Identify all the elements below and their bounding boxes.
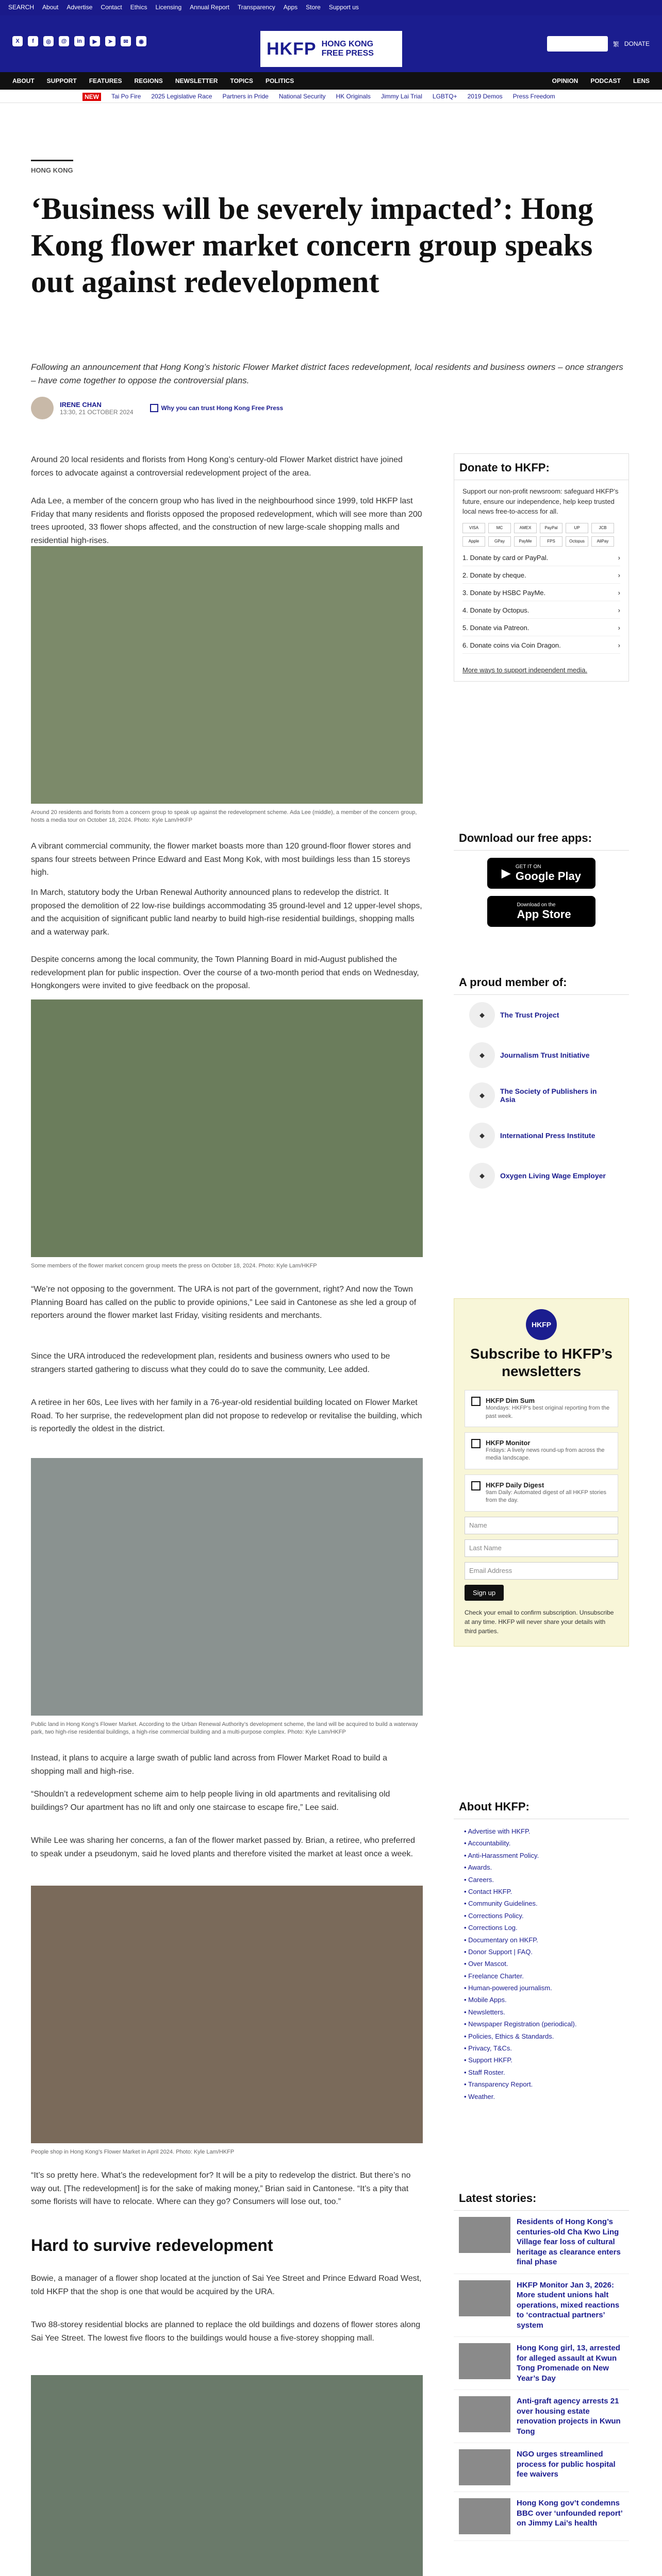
- apps-title: Download our free apps:: [454, 824, 629, 851]
- story-thumbnail: [459, 2449, 510, 2485]
- nav-item[interactable]: REGIONS: [134, 77, 163, 84]
- newsletter-option-text: [486, 1439, 611, 1463]
- about-links: [454, 1819, 629, 2109]
- donate-option-label: 3. Donate by HSBC PayMe.: [462, 588, 546, 597]
- caption-2: Some members of the flower market concern group meets the press on October 18, 2024. Photo: Kyle Lam/HKFP: [31, 1263, 317, 1269]
- story-thumbnail: [459, 2498, 510, 2534]
- paragraph-11: While Lee was sharing her concerns, a fan of the flower market passed by. Brian, a retiree, who preferred to speak under a pseudonym, said he loved plants and therefore visited the market at least once a week.: [31, 1836, 415, 1858]
- newsletter-name: HKFP Monitor: [486, 1438, 531, 1447]
- about-link[interactable]: [464, 1922, 619, 1934]
- bullet-icon: •: [464, 1960, 469, 1968]
- chevron-right-icon: ›: [618, 641, 620, 649]
- article-photo-1: [31, 546, 423, 804]
- logo-mark: HKFP: [267, 39, 317, 59]
- youtube-icon[interactable]: ▶: [90, 36, 100, 46]
- bullet-icon: •: [464, 1972, 469, 1980]
- instagram-icon[interactable]: ◎: [43, 36, 54, 46]
- about-link-label: Transparency Report.: [468, 2080, 533, 2089]
- bullet-icon: •: [464, 1947, 469, 1956]
- payment-icons: [454, 523, 628, 554]
- donate-options: [454, 554, 628, 654]
- signup-button[interactable]: Sign up: [465, 1585, 504, 1601]
- trending-link[interactable]: HK Originals: [336, 93, 371, 100]
- chevron-right-icon: ›: [618, 606, 620, 614]
- bullet-icon: •: [464, 2044, 469, 2053]
- member-title: A proud member of:: [454, 969, 629, 995]
- story-thumbnail: [459, 2217, 510, 2253]
- bullet-icon: •: [464, 1887, 469, 1895]
- nav-item[interactable]: ABOUT: [12, 77, 35, 84]
- trending-link[interactable]: Tai Po Fire: [111, 93, 141, 100]
- donate-option-label: 5. Donate via Patreon.: [462, 623, 529, 632]
- newsletter-option-text: [486, 1397, 611, 1420]
- caption-4: People shop in Hong Kong’s Flower Market in April 2024. Photo: Kyle Lam/HKFP: [31, 2149, 235, 2155]
- donate-text[interactable]: Support our non-profit newsroom: safeguard HKFP’s future, ensure our independence, help keep trusted local news free-to-access for all.: [462, 487, 619, 515]
- newsletter-input[interactable]: Email Address: [465, 1562, 618, 1580]
- caption-3: Public land in Hong Kong’s Flower Market. According to the Urban Renewal Authority’s development scheme, the land will be acquired to build a waterway park, two high-rise residential buildings, a high-rise commercial building and a multi-purpose complex. Photo: Kyle Lam/HKFP: [31, 1721, 418, 1736]
- newsletter-option[interactable]: [465, 1432, 618, 1469]
- about-title: About HKFP:: [454, 1793, 629, 1819]
- twitter-icon[interactable]: X: [12, 36, 23, 46]
- paragraph-2: Ada Lee, a member of the concern group who has lived in the neighbourhood since 1999, told HKFP last Friday that many residents and florists opposed the proposed redevelopment, which will see more than 200 trees uprooted, 33 flower shops affected, and the construction of new large-scale shopping malls and residential high-rises.: [31, 497, 422, 545]
- nav-item[interactable]: OPINION: [552, 77, 578, 84]
- checkbox[interactable]: [471, 1397, 481, 1406]
- paragraph-5: Despite concerns among the local community, the Town Planning Board in mid-August published the redevelopment plan for public inspection. Over the course of a two-month period that ends on Wednesday, Hongkongers were invited to give feedback on the proposal.: [31, 955, 419, 991]
- bullet-icon: •: [464, 1924, 469, 1932]
- about-link-label: Human-powered journalism.: [468, 1984, 552, 1992]
- threads-icon[interactable]: @: [59, 36, 69, 46]
- app-store-button[interactable]: [487, 896, 595, 927]
- why-trust-label: Why you can trust Hong Kong Free Press: [161, 404, 284, 412]
- newsletter-badge: HKFP: [526, 1309, 557, 1340]
- topbar-link[interactable]: Ethics: [130, 4, 147, 11]
- checkbox[interactable]: [471, 1481, 481, 1490]
- latest-story[interactable]: [454, 2274, 629, 2337]
- donate-link[interactable]: DONATE: [624, 40, 650, 47]
- latest-story[interactable]: [454, 2443, 629, 2492]
- paragraph-4: In March, statutory body the Urban Renewal Authority announced plans to redevelop the district. It proposed the demolition of 22 low-rise buildings accommodating 35 ground-level and 12 upper-level shops, and the acquisition of significant public land nearby to build high-rise residential buildings, shopping malls and a waterway park.: [31, 888, 422, 937]
- about-link[interactable]: [464, 1837, 619, 1849]
- standfirst: Following an announcement that Hong Kong’s historic Flower Market district faces redevelopment, local residents and business owners – once strangers – have come together to oppose the controversial plans.: [31, 362, 623, 385]
- paragraph-1: Around 20 local residents and florists from Hong Kong’s century-old Flower Market district have joined forces to advocate against a controversial redevelopment project of the area.: [31, 455, 403, 478]
- payment-icon: GPay: [488, 536, 511, 547]
- google-play-button[interactable]: [487, 858, 595, 889]
- google-play-label: Google Play: [515, 869, 582, 883]
- google-play-small: GET IT ON: [515, 863, 541, 870]
- email-icon[interactable]: ✉: [121, 36, 131, 46]
- topbar-link[interactable]: Annual Report: [190, 4, 229, 11]
- member-item[interactable]: [454, 1035, 629, 1075]
- donate-option-label: 2. Donate by cheque.: [462, 571, 526, 579]
- header-actions: [547, 36, 650, 52]
- bullet-icon: •: [464, 1875, 469, 1884]
- member-name: The Trust Project: [500, 1011, 559, 1019]
- story-title: Residents of Hong Kong’s centuries-old Cha Kwo Ling Village fear loss of cultural heritage as clearance enters final phase: [517, 2217, 621, 2266]
- payment-icon: JCB: [591, 523, 614, 533]
- nav-item[interactable]: PODCAST: [590, 77, 621, 84]
- facebook-icon[interactable]: f: [28, 36, 38, 46]
- donate-option[interactable]: [462, 554, 620, 566]
- nav-item[interactable]: FEATURES: [89, 77, 122, 84]
- story-thumbnail: [459, 2396, 510, 2432]
- member-item[interactable]: [454, 1115, 629, 1156]
- newsletter-desc: Mondays: HKFP’s best original reporting from the past week.: [486, 1405, 610, 1419]
- trending-link[interactable]: National Security: [278, 93, 326, 100]
- member-logo-icon: ◆: [469, 1082, 495, 1108]
- latest-title: Latest stories:: [454, 2184, 629, 2211]
- about-link-label: Careers.: [468, 1875, 494, 1884]
- about-link[interactable]: [464, 1934, 619, 1946]
- paragraph-6: “We’re not opposing to the government. The URA is not part of the government, right? And now the Town Planning Board has called on the public to provide opinions,” Lee said in Cantonese as she led a group of reporters around the flower market last Friday, visiting residents and merchants.: [31, 1285, 417, 1320]
- chevron-right-icon: ›: [618, 571, 620, 579]
- paragraph-13: Bowie, a manager of a flower shop located at the junction of Sai Yee Street and Prince Edward Road West, told HKFP that the shop is one that would be acquired by the URA.: [31, 2274, 422, 2296]
- topbar-link[interactable]: About: [42, 4, 59, 11]
- bullet-icon: •: [464, 1900, 469, 1908]
- newsletter-fields: [465, 1517, 618, 1580]
- latest-story[interactable]: [454, 2211, 629, 2274]
- newsletter-footer: Check your email to confirm subscription. Unsubscribe at any time. HKFP will never share your details with third parties.: [465, 1608, 614, 1635]
- member-widget: [454, 969, 629, 1196]
- about-link[interactable]: [464, 1982, 619, 1994]
- checkbox[interactable]: [471, 1439, 481, 1448]
- member-item[interactable]: [454, 1075, 629, 1115]
- payment-icon: UP: [566, 523, 588, 533]
- newsletter-widget: [454, 1298, 629, 1647]
- paragraph-14: Two 88-storey residential blocks are planned to replace the old buildings and dozens of flower stores along Sai Yee Street. The lowest five floors to the buildings would house a five-storey shopping mall.: [31, 2320, 421, 2343]
- story-title: Hong Kong gov’t condemns BBC over ‘unfounded report’ on Jimmy Lai’s health: [517, 2499, 623, 2528]
- about-link[interactable]: [464, 1861, 619, 1873]
- about-link[interactable]: [464, 2006, 619, 2018]
- about-link[interactable]: [464, 1994, 619, 2006]
- payment-icon: AMEX: [514, 523, 537, 533]
- newsletter-name: HKFP Daily Digest: [486, 1481, 544, 1489]
- google-play-icon: ▶: [501, 867, 510, 879]
- about-link[interactable]: [464, 1958, 619, 1970]
- member-logo-icon: ◆: [469, 1123, 495, 1148]
- about-link[interactable]: [464, 2042, 619, 2054]
- caption-1: Around 20 residents and florists from a concern group to speak up against the redevelopment scheme. Ada Lee (middle), a member of the concern group, hosts a media tour on October 18, 2024. Photo: Kyle Lam/HKFP: [31, 809, 417, 824]
- publish-date: 13:30, 21 OCTOBER 2024: [60, 408, 134, 416]
- bullet-icon: •: [464, 1984, 469, 1992]
- site-header: [0, 15, 662, 72]
- topbar-link[interactable]: Store: [306, 4, 321, 11]
- latest-list: [454, 2211, 629, 2541]
- trending-link[interactable]: Partners in Pride: [222, 93, 269, 100]
- trust-icon: [150, 404, 158, 412]
- payment-icon: Apple: [462, 536, 485, 547]
- about-link-label: Freelance Charter.: [468, 1972, 524, 1980]
- byline: [31, 397, 283, 419]
- app-store-label: App Store: [517, 907, 571, 921]
- about-link[interactable]: [464, 1897, 619, 1909]
- trending-link[interactable]: Press Freedom: [512, 93, 555, 100]
- donate-option-label: 1. Donate by card or PayPal.: [462, 553, 549, 562]
- story-thumbnail: [459, 2343, 510, 2379]
- bullet-icon: •: [464, 2092, 469, 2100]
- about-link-label: Corrections Log.: [468, 1924, 518, 1932]
- member-item[interactable]: [454, 1156, 629, 1196]
- payment-icon: AliPay: [591, 536, 614, 547]
- topbar-link[interactable]: Apps: [283, 4, 298, 11]
- about-link[interactable]: [464, 1946, 619, 1958]
- about-link-label: Policies, Ethics & Standards.: [468, 2032, 554, 2040]
- donate-option[interactable]: [462, 571, 620, 584]
- member-name: The Society of Publishers in Asia: [500, 1087, 597, 1104]
- payment-icon: PayPal: [540, 523, 562, 533]
- topbar-link[interactable]: SEARCH: [8, 4, 35, 11]
- about-link-label: Advertise with HKFP.: [468, 1827, 531, 1835]
- bullet-icon: •: [464, 1851, 468, 1859]
- member-name: Oxygen Living Wage Employer: [500, 1172, 606, 1180]
- about-link-label: Over Mascot.: [468, 1960, 508, 1968]
- logo-words: [322, 40, 374, 58]
- donate-option-label: 6. Donate coins via Coin Dragon.: [462, 641, 561, 649]
- about-link-label: Contact HKFP.: [468, 1887, 512, 1895]
- members-list: [454, 995, 629, 1196]
- story-title: Anti-graft agency arrests 21 over housing estate renovation projects in Kwun Tong: [517, 2397, 621, 2436]
- author-avatar: [31, 397, 54, 419]
- about-link[interactable]: [464, 1886, 619, 1897]
- bullet-icon: •: [464, 2008, 469, 2016]
- about-link-label: Corrections Policy.: [468, 1911, 524, 1920]
- newsletter-option[interactable]: [465, 1390, 618, 1427]
- payment-icon: Octopus: [566, 536, 588, 547]
- payment-icon: PayMe: [514, 536, 537, 547]
- chevron-right-icon: ›: [618, 623, 620, 632]
- member-name: International Press Institute: [500, 1131, 595, 1140]
- new-badge: NEW: [82, 93, 101, 101]
- topbar-link[interactable]: Licensing: [155, 4, 182, 11]
- app-store-small: Download on the: [517, 902, 556, 908]
- about-link-label: Community Guidelines.: [468, 1900, 538, 1908]
- bullet-icon: •: [464, 2020, 469, 2028]
- about-link-label: Mobile Apps.: [468, 1996, 507, 2004]
- trending-link[interactable]: 2025 Legislative Race: [151, 93, 212, 100]
- donate-widget: [454, 453, 629, 682]
- nav-item[interactable]: SUPPORT: [46, 77, 77, 84]
- logo-line-2: FREE PRESS: [321, 49, 374, 58]
- paragraph-3: A vibrant commercial community, the flower market boasts more than 120 ground-floor flower stores and spans four streets between Prince Edward and East Mong Kok, with most buildings less than 15 storeys high.: [31, 842, 411, 877]
- about-link[interactable]: [464, 2018, 619, 2030]
- newsletter-name: HKFP Dim Sum: [486, 1397, 535, 1405]
- about-widget: [454, 1793, 629, 2109]
- paragraph-7: Since the URA introduced the redevelopment plan, residents and business owners who used to be strangers started gathering to discuss what they could do to save the community, Lee added.: [31, 1352, 390, 1374]
- telegram-icon[interactable]: ➤: [105, 36, 115, 46]
- paragraph-12: “It’s so pretty here. What’s the redevelopment for? It will be a pity to redevelop the district. But there’s no way out. [The redevelopment] is for the sake of making money,” Brian said in Cantonese. “It’s a pity that some florists will have to relocate. Where can they go? Consumers will lose out, too.”: [31, 2171, 411, 2207]
- nav-item[interactable]: LENS: [633, 77, 650, 84]
- article-photo-2: [31, 999, 423, 1257]
- payment-icon: VISA: [462, 523, 485, 533]
- bullet-icon: •: [464, 2080, 468, 2089]
- about-link[interactable]: [464, 1850, 619, 1861]
- main-nav: [0, 72, 662, 90]
- newsletter-option-text: [486, 1481, 611, 1505]
- topbar-link[interactable]: Support us: [328, 4, 359, 11]
- article-photo-4: [31, 1886, 423, 2143]
- donate-option[interactable]: [462, 589, 620, 601]
- nav-item[interactable]: POLITICS: [265, 77, 294, 84]
- about-link-label: Documentary on HKFP.: [468, 1936, 538, 1944]
- bullet-icon: •: [464, 1863, 468, 1872]
- about-link-label: Anti-Harassment Policy.: [468, 1851, 539, 1859]
- about-link[interactable]: [464, 1874, 619, 1886]
- about-link-label: Weather.: [468, 2092, 495, 2100]
- latest-story[interactable]: [454, 2492, 629, 2541]
- bullet-icon: •: [464, 2068, 469, 2076]
- member-logo-icon: ◆: [469, 1042, 495, 1068]
- about-link[interactable]: [464, 2091, 619, 2103]
- latest-story[interactable]: [454, 2337, 629, 2390]
- about-link-label: Staff Roster.: [468, 2068, 505, 2076]
- donate-option[interactable]: [462, 641, 620, 654]
- section-tag[interactable]: HONG KONG: [31, 160, 73, 174]
- donate-option-label: 4. Donate by Octopus.: [462, 606, 529, 614]
- bullet-icon: •: [464, 2032, 469, 2040]
- about-link[interactable]: [464, 2030, 619, 2042]
- newsletter-title: Subscribe to HKFP’s newsletters: [470, 1346, 613, 1379]
- article-photo-3: [31, 1458, 423, 1716]
- logo-line-1: HONG KONG: [321, 40, 374, 49]
- bullet-icon: •: [464, 1839, 468, 1848]
- donate-option[interactable]: [462, 606, 620, 619]
- chevron-right-icon: ›: [618, 553, 620, 562]
- payment-icon: MC: [488, 523, 511, 533]
- social-icons: [12, 36, 146, 46]
- site-logo[interactable]: [260, 31, 402, 67]
- bullet-icon: •: [464, 2056, 469, 2064]
- chevron-right-icon: ›: [618, 588, 620, 597]
- newsletter-input[interactable]: Last Name: [465, 1539, 618, 1557]
- bullet-icon: •: [464, 1936, 469, 1944]
- about-link-label: Support HKFP.: [468, 2056, 512, 2064]
- language-toggle[interactable]: 繁: [613, 40, 619, 48]
- donate-option[interactable]: [462, 624, 620, 636]
- bullet-icon: •: [464, 1911, 469, 1920]
- topbar-link[interactable]: Contact: [101, 4, 122, 11]
- member-name: Journalism Trust Initiative: [500, 1051, 590, 1059]
- trending-link[interactable]: Jimmy Lai Trial: [380, 93, 422, 100]
- latest-story[interactable]: [454, 2390, 629, 2443]
- bullet-icon: •: [464, 1996, 469, 2004]
- about-link[interactable]: [464, 1825, 619, 1837]
- more-ways-link[interactable]: More ways to support independent media.: [462, 666, 588, 674]
- top-utility-bar: [0, 0, 662, 15]
- story-title: HKFP Monitor Jan 3, 2026: More student unions halt operations, mixed reactions to ‘contractual partners’ system: [517, 2280, 620, 2330]
- nav-item[interactable]: NEWSLETTER: [175, 77, 218, 84]
- nav-item[interactable]: TOPICS: [230, 77, 253, 84]
- newsletter-option[interactable]: [465, 1475, 618, 1512]
- about-link-label: Privacy, T&Cs.: [468, 2044, 512, 2053]
- about-link[interactable]: [464, 2078, 619, 2090]
- rss-icon[interactable]: ◉: [136, 36, 146, 46]
- apps-widget: [454, 824, 629, 934]
- topbar-link[interactable]: Transparency: [237, 4, 275, 11]
- bullet-icon: •: [464, 1827, 468, 1835]
- story-title: NGO urges streamlined process for public hospital fee waivers: [517, 2450, 616, 2479]
- about-link-label: Awards.: [468, 1863, 492, 1872]
- support-button[interactable]: SUPPORT HKFP: [547, 36, 608, 52]
- paragraph-8: A retiree in her 60s, Lee lives with her family in a 76-year-old residential building located on Flower Market Road. To her surprise, the redevelopment plan did not propose to redevelop or revitalise the building, which is reportedly the oldest in the district.: [31, 1398, 422, 1434]
- about-link[interactable]: [464, 2066, 619, 2078]
- paragraph-10: “Shouldn’t a redevelopment scheme aim to help people living in old apartments and revitalising old buildings? Our apartment has no lift and only one staircase to escape fire,” Lee said.: [31, 1790, 390, 1812]
- nav-right: [552, 77, 650, 84]
- headline: ‘Business will be severely impacted’: Hong Kong flower market concern group speaks out against redevelopment: [31, 192, 593, 299]
- trending-link[interactable]: LGBTQ+: [432, 93, 457, 100]
- story-title: Hong Kong girl, 13, arrested for alleged assault at Kwun Tong Promenade on New Year’s Day: [517, 2344, 620, 2383]
- newsletter-desc: 9am Daily: Automated digest of all HKFP stories from the day.: [486, 1489, 606, 1504]
- story-thumbnail: [459, 2280, 510, 2316]
- payment-icon: FPS: [540, 536, 562, 547]
- author-name[interactable]: IRENE CHAN: [60, 400, 102, 409]
- member-logo-icon: ◆: [469, 1163, 495, 1189]
- about-link[interactable]: [464, 1970, 619, 1982]
- about-link-label: Newspaper Registration (periodical).: [468, 2020, 577, 2028]
- member-logo-icon: ◆: [469, 1002, 495, 1028]
- why-trust-link[interactable]: [150, 404, 284, 412]
- newsletter-input[interactable]: Name: [465, 1517, 618, 1534]
- about-link[interactable]: [464, 1910, 619, 1922]
- newsletter-desc: Fridays: A lively news round-up from across the media landscape.: [486, 1447, 605, 1462]
- about-link[interactable]: [464, 2054, 619, 2066]
- paragraph-9: Instead, it plans to acquire a large swath of public land across from Flower Market Road to build a shopping mall and high-rise.: [31, 1754, 388, 1776]
- about-link-label: Donor Support | FAQ.: [468, 1947, 533, 1956]
- trending-link[interactable]: 2019 Demos: [467, 93, 503, 100]
- member-item[interactable]: [454, 995, 629, 1035]
- subheading: Hard to survive redevelopment: [31, 2236, 273, 2255]
- topbar-link[interactable]: Advertise: [67, 4, 93, 11]
- trending-bar: [0, 90, 662, 103]
- article-photo-5: [31, 2375, 423, 2576]
- latest-widget: [454, 2184, 629, 2541]
- about-link-label: Accountability.: [468, 1839, 511, 1848]
- donate-title: Donate to HKFP:: [454, 454, 628, 480]
- linkedin-icon[interactable]: in: [74, 36, 85, 46]
- newsletter-options: [465, 1390, 618, 1511]
- about-link-label: Newsletters.: [468, 2008, 505, 2016]
